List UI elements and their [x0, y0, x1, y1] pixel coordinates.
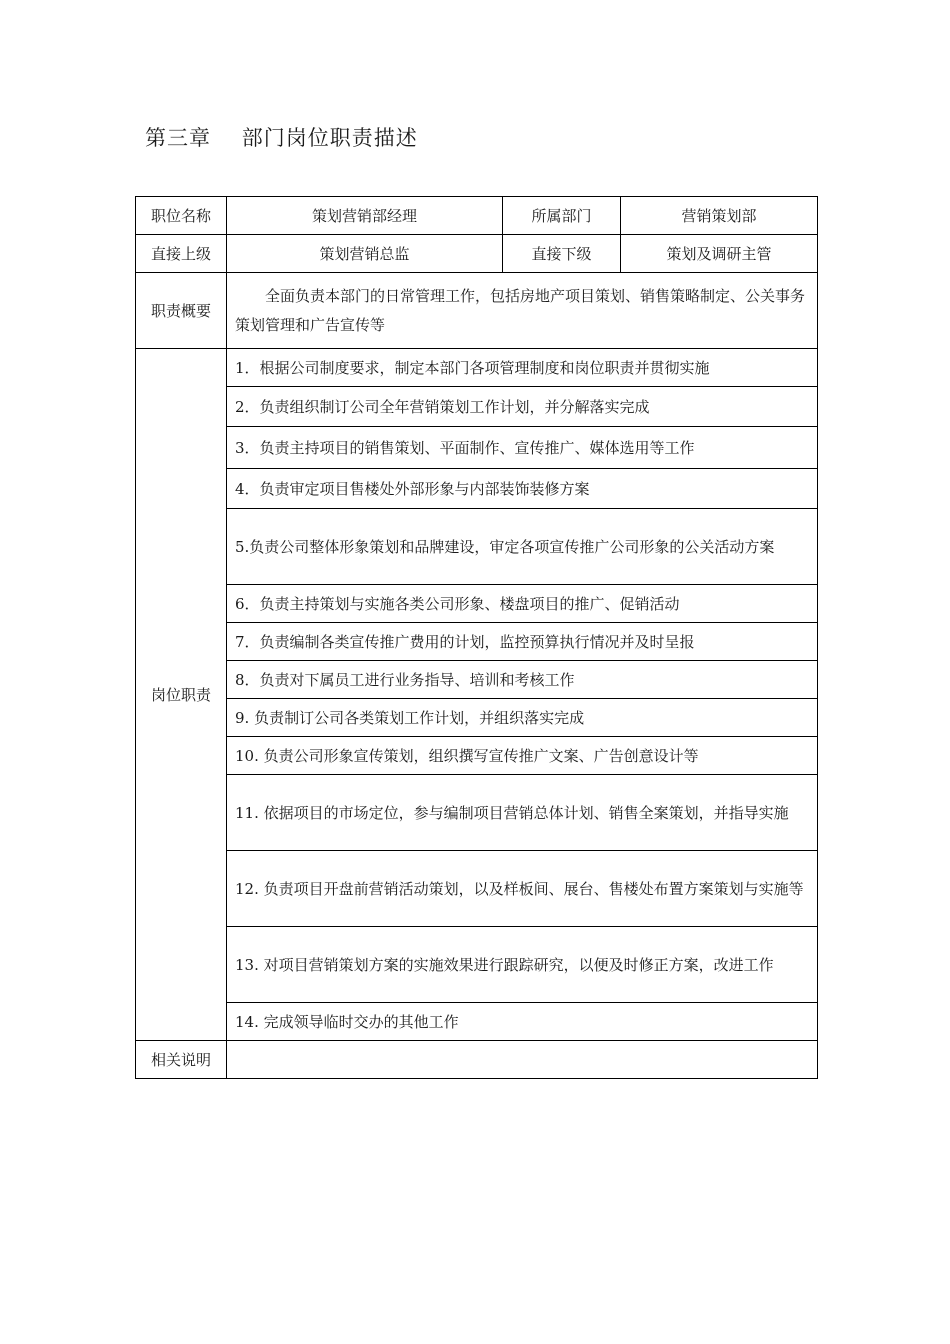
summary-text: 全面负责本部门的日常管理工作，包括房地产项目策划、销售策略制定、公关事务策划管理和广告宣传等 [227, 273, 818, 349]
table-row [136, 1003, 818, 1041]
table-row-position [136, 197, 818, 235]
duty-item: 11. 依据项目的市场定位，参与编制项目营销总体计划、销售全案策划，并指导实施 [227, 775, 818, 851]
table-row [136, 387, 818, 427]
duty-item: 4．负责审定项目售楼处外部形象与内部装饰装修方案 [227, 469, 818, 509]
duty-item: 1．根据公司制度要求，制定本部门各项管理制度和岗位职责并贯彻实施 [227, 349, 818, 387]
dept-label: 所属部门 [503, 197, 621, 235]
table-row [136, 661, 818, 699]
subordinate-label: 直接下级 [503, 235, 621, 273]
table-row [136, 927, 818, 1003]
table-row [136, 623, 818, 661]
table-row-notes [136, 1041, 818, 1079]
duty-item: 10. 负责公司形象宣传策划，组织撰写宣传推广文案、广告创意设计等 [227, 737, 818, 775]
table-row [136, 509, 818, 585]
notes-label: 相关说明 [136, 1041, 227, 1079]
summary-label: 职责概要 [136, 273, 227, 349]
job-description-table [135, 196, 818, 1079]
table-row [136, 349, 818, 387]
subordinate-value: 策划及调研主管 [621, 235, 818, 273]
duty-item: 14. 完成领导临时交办的其他工作 [227, 1003, 818, 1041]
duty-item: 9. 负责制订公司各类策划工作计划，并组织落实完成 [227, 699, 818, 737]
dept-value: 营销策划部 [621, 197, 818, 235]
chapter-number: 第三章 [145, 126, 211, 150]
duty-item: 2．负责组织制订公司全年营销策划工作计划，并分解落实完成 [227, 387, 818, 427]
chapter-name: 部门岗位职责描述 [241, 126, 418, 150]
position-value: 策划营销部经理 [227, 197, 503, 235]
table-row [136, 585, 818, 623]
chapter-title [145, 122, 418, 152]
duty-item: 13. 对项目营销策划方案的实施效果进行跟踪研究，以便及时修正方案，改进工作 [227, 927, 818, 1003]
duty-item: 5.负责公司整体形象策划和品牌建设，审定各项宣传推广公司形象的公关活动方案 [227, 509, 818, 585]
table-row [136, 737, 818, 775]
superior-label: 直接上级 [136, 235, 227, 273]
table-row-summary [136, 273, 818, 349]
duties-label: 岗位职责 [136, 349, 227, 1041]
notes-value [227, 1041, 818, 1079]
position-label: 职位名称 [136, 197, 227, 235]
duty-item: 7．负责编制各类宣传推广费用的计划，监控预算执行情况并及时呈报 [227, 623, 818, 661]
table-row [136, 469, 818, 509]
table-row [136, 851, 818, 927]
duty-item: 3．负责主持项目的销售策划、平面制作、宣传推广、媒体选用等工作 [227, 427, 818, 469]
duty-item: 6．负责主持策划与实施各类公司形象、楼盘项目的推广、促销活动 [227, 585, 818, 623]
table-row [136, 775, 818, 851]
duty-item: 12. 负责项目开盘前营销活动策划，以及样板间、展台、售楼处布置方案策划与实施等 [227, 851, 818, 927]
table-row-superior [136, 235, 818, 273]
table-row [136, 699, 818, 737]
table-row [136, 427, 818, 469]
superior-value: 策划营销总监 [227, 235, 503, 273]
duty-item: 8．负责对下属员工进行业务指导、培训和考核工作 [227, 661, 818, 699]
